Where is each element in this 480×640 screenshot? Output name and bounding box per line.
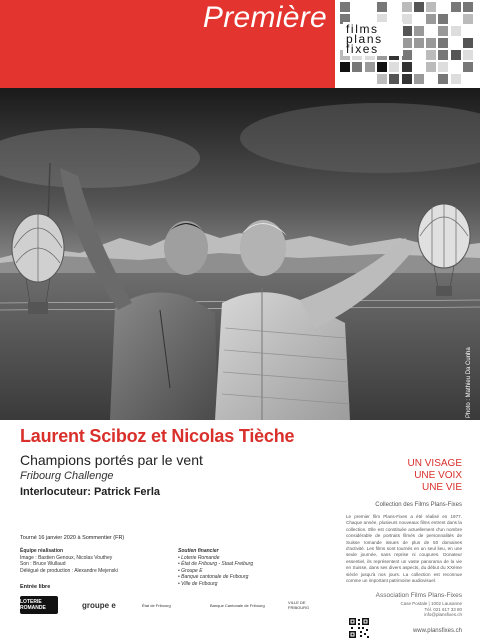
logo-mosaic-square <box>414 2 424 12</box>
free-entry: Entrée libre <box>20 584 51 590</box>
association-address <box>401 601 462 618</box>
support-line: • Ville de Fribourg <box>178 580 218 587</box>
logo-mosaic-square <box>402 50 412 60</box>
logo-mosaic-square <box>402 74 412 84</box>
photo-illustration <box>0 88 480 420</box>
logo-mosaic-square <box>438 50 448 60</box>
team-line: Délégué de production : Alexandre Mejenski <box>20 567 118 574</box>
logo-line-3: fixes <box>346 42 379 56</box>
logo-mosaic-square <box>340 2 350 12</box>
team-heading: Équipe réalisation <box>20 548 64 554</box>
address-line: Case Postale | 1002 Lausanne <box>400 601 462 606</box>
logo-mosaic-square <box>389 74 399 84</box>
header-band <box>0 0 335 88</box>
logo-mosaic-square <box>340 62 350 72</box>
logo-mosaic-square <box>463 62 473 72</box>
address-line: Tél. 021 617 33 80 <box>424 606 462 612</box>
support-line: • Banque cantonale de Fribourg <box>178 574 249 580</box>
logo-mosaic-square <box>426 14 436 24</box>
team-line: Son : Bruce Wullaud <box>20 561 66 567</box>
logo-mosaic-square <box>463 2 473 12</box>
tagline-line: UNE VOIX <box>414 470 462 481</box>
website-link[interactable]: www.plansfixes.ch <box>412 628 462 634</box>
support-line: • État de Fribourg - Staat Freiburg <box>178 561 254 567</box>
logo-mosaic-square <box>402 38 412 48</box>
logo-mosaic-square <box>426 62 436 72</box>
groupe-e-logo: groupe e <box>82 600 116 610</box>
logo-mosaic-square <box>426 2 436 12</box>
logo-mosaic-square <box>352 62 362 72</box>
logo-mosaic-square <box>438 38 448 48</box>
logo-mosaic-square <box>438 26 448 36</box>
logo-mosaic-square <box>463 50 473 60</box>
logo-mosaic-square <box>365 62 375 72</box>
loterie-romande-logo: LOTERIE ROMANDE <box>20 596 58 614</box>
sponsor-logos <box>20 596 315 616</box>
photo-credit: Photo : Mathieu Da Cunha <box>466 347 472 418</box>
logo-mosaic-square <box>414 38 424 48</box>
collection-text: Le premier film Plans-Fixes a été réalisé en 1977. Chaque année, plusieurs nouveaux films entrent dans la collection. Elle est constituée actuellement d'un nombre considérable de portraits filmés de personnalités de Suisse romande issues de plus de 50 domaines d'activité. Les films sont tournés en un seul lieu, en une seule journée, sans reprise ni coupures. Donateur essentiel, ils représentent un vaste panorama de la vie en Suisse, dans ses divers aspects, du début du XXème siècle jusqu'à nos jours. La collection est reconnue comme un important patrimoine audiovisuel. <box>346 514 462 584</box>
logo-mosaic-square <box>414 26 424 36</box>
logo-mosaic-square <box>451 2 461 12</box>
logo-mosaic-square <box>438 74 448 84</box>
shooting-info: Tourné 16 janvier 2020 à Sommentier (FR) <box>20 535 125 541</box>
etat-de-fribourg-logo: État de Fribourg <box>142 602 171 608</box>
address-line: info@plansfixes.ch <box>424 612 462 617</box>
film-subtitle: Fribourg Challenge <box>20 470 114 482</box>
films-plans-fixes-logo <box>343 22 403 56</box>
logo-mosaic-square <box>377 74 387 84</box>
logo-mosaic-square <box>389 62 399 72</box>
financial-support <box>178 548 298 587</box>
tagline-line: UNE VIE <box>421 482 462 493</box>
logo-mosaic-square <box>451 74 461 84</box>
tagline-line: UN VISAGE <box>407 458 462 469</box>
logo-mosaic-square <box>451 26 461 36</box>
logo-mosaic-square <box>463 14 473 24</box>
logo-mosaic-square <box>402 26 412 36</box>
banque-cantonale-logo: Banque Cantonale de Fribourg <box>210 602 265 608</box>
logo-mosaic-square <box>463 38 473 48</box>
production-team <box>20 548 150 574</box>
support-line: • Loterie Romande <box>178 554 220 561</box>
qr-code-icon[interactable] <box>348 617 370 639</box>
collection-title: Collection des Films Plans-Fixes <box>375 502 462 508</box>
film-title: Champions portés par le vent <box>20 452 203 468</box>
tagline <box>408 458 462 494</box>
ville-de-fribourg-logo: VILLE DE FRIBOURG <box>288 600 310 610</box>
logo-mosaic-square <box>426 50 436 60</box>
logo-mosaic-square <box>426 38 436 48</box>
support-heading: Soutien financier <box>178 548 219 554</box>
support-line: • Groupe E <box>178 567 203 574</box>
interlocutor: Interlocuteur: Patrick Ferla <box>20 486 160 498</box>
logo-mosaic-square <box>377 62 387 72</box>
portrait-names: Laurent Sciboz et Nicolas Tièche <box>20 426 295 446</box>
logo-line-1: films <box>346 22 379 36</box>
logo-mosaic-square <box>451 50 461 60</box>
header-title: Première <box>202 1 327 34</box>
logo-line-2: plans <box>346 32 383 46</box>
team-line: Image : Bastien Genoux, Nicolas Vouthey <box>20 554 113 561</box>
logo-mosaic-square <box>438 62 448 72</box>
logo-mosaic-square <box>414 74 424 84</box>
logo-mosaic-square <box>438 14 448 24</box>
logo-mosaic-square <box>402 2 412 12</box>
portrait-photo <box>0 88 480 420</box>
logo-mosaic-square <box>402 14 412 24</box>
association-name: Association Films Plans-Fixes <box>375 592 462 599</box>
logo-mosaic-square <box>377 2 387 12</box>
logo-mosaic-square <box>402 62 412 72</box>
